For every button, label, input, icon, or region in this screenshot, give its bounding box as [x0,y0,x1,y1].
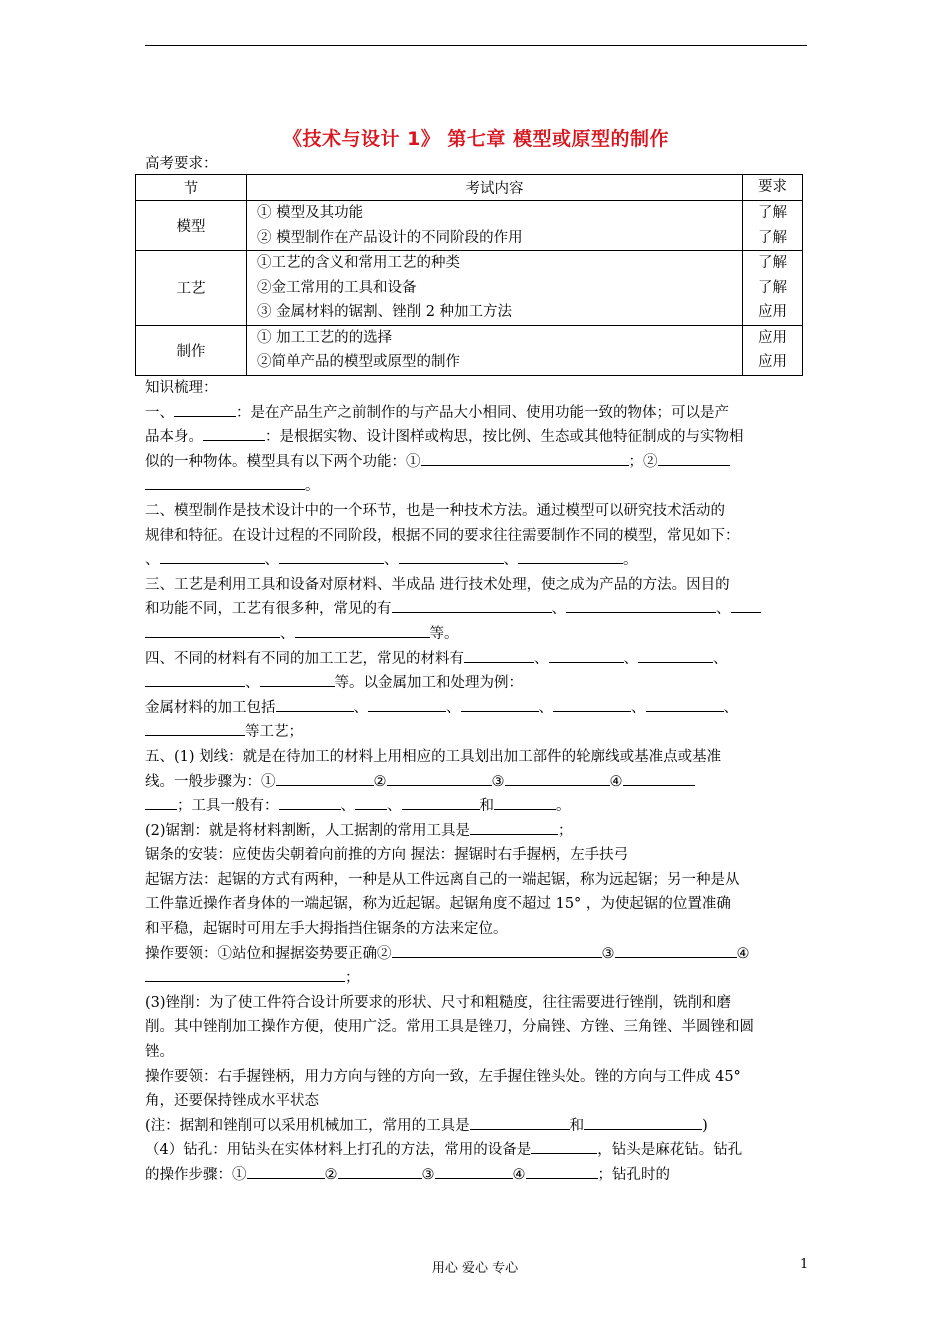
content-cell [247,325,743,375]
fill-blank[interactable] [145,794,177,810]
fill-blank[interactable] [160,548,265,564]
fill-blank[interactable] [279,794,341,810]
paragraph-saw: 起锯方法：起锯的方式有两种，一种是从工件远离自己的一端起锯，称为远起锯；另一种是从 [145,871,740,888]
paragraph-4: 四、不同的材料有不同的加工工艺，常见的材料有 、 、 、 [145,647,807,672]
fill-blank[interactable] [355,794,387,810]
level-item: 应用 [758,304,787,320]
fill-blank[interactable] [464,647,534,663]
fill-blank[interactable] [145,966,345,982]
paragraph-file: 削。其中锉削加工操作方便，使用广泛。常用工具是锉刀，分扁锉、方锉、三角锉、半圆锉和圆 [145,1019,754,1036]
paragraph-saw: (2)锯割：就是将材料割断，人工据割的常用工具是 ； [145,819,807,844]
fill-blank[interactable] [368,696,446,712]
table-row [136,251,803,326]
paragraph-drill: 的操作步骤：① ② ③ ④ ；钻孔时的 [145,1163,807,1188]
fill-blank[interactable] [566,597,716,613]
paragraph-2: 、 、 、 、 。 [145,548,807,573]
fill-blank[interactable] [549,647,624,663]
fill-blank[interactable] [145,671,245,687]
fill-blank[interactable] [470,819,558,835]
fill-blank[interactable] [276,696,354,712]
paragraph-3: 、 等。 [145,622,807,647]
fill-blank[interactable] [421,450,629,466]
content-cell [247,201,743,251]
fill-blank[interactable] [518,548,623,564]
level-cell [743,325,803,375]
paragraph-1: 。 [145,474,807,499]
table-row [136,325,803,375]
level-item: 了解 [758,229,787,246]
paragraph-saw: 操作要领：①站位和握据姿势要正确② ③ ④ [145,942,807,967]
fill-blank[interactable] [392,942,602,958]
paragraph-1: 品本身。 ：是根据实物、设计图样或构思，按比例、生态或其他特征制成的与实物相 [145,425,807,450]
page-title: 《技术与设计 1》 第七章 模型或原型的制作 [282,128,670,150]
content-item: ① 加工工艺的的选择 [257,329,393,346]
fill-blank[interactable] [295,622,430,638]
fill-blank[interactable] [399,548,504,564]
paragraph-file: (3)锉削：为了使工件符合设计所要求的形状、尺寸和粗糙度，往往需要进行锉削，铣削和磨 [145,994,732,1011]
table-header-cell: 节 [136,175,247,201]
paragraph-file: 锉。 [145,1044,174,1061]
fill-blank[interactable] [435,1163,513,1179]
level-cell [743,201,803,251]
section-cell: 工艺 [136,251,247,326]
content-item: ② 模型制作在产品设计的不同阶段的作用 [257,229,523,246]
header-rule [145,45,807,46]
table-header-cell: 要求 [743,175,803,201]
requirements-table [135,174,803,376]
section-cell: 制作 [136,325,247,375]
content-item: ②金工常用的工具和设备 [257,279,417,296]
paragraph-saw: 和平稳，起锯时可用左手大拇指挡住锯条的方法来定位。 [145,921,508,938]
level-item: 应用 [758,329,787,346]
content-item: ① 模型及其功能 [257,205,364,221]
fill-blank[interactable] [731,597,761,613]
fill-blank[interactable] [505,770,610,786]
paragraph-4: 等工艺； [145,720,807,745]
fill-blank[interactable] [461,696,539,712]
fill-blank[interactable] [584,1114,702,1130]
knowledge-body [145,376,807,1188]
paragraph-4: 金属材料的加工包括 、 、 、 、 、 [145,696,807,721]
fill-blank[interactable] [623,770,695,786]
content-item: ①工艺的含义和常用工艺的种类 [257,255,460,271]
fill-blank[interactable] [145,474,305,490]
fill-blank[interactable] [494,794,556,810]
paragraph-3: 和功能不同，工艺有很多种，常见的有 、 、 [145,597,807,622]
fill-blank[interactable] [203,425,265,441]
fill-blank[interactable] [638,647,713,663]
table-row [136,201,803,251]
paragraph-file: 角，还要保持锉成水平状态 [145,1093,319,1110]
fill-blank[interactable] [145,622,280,638]
paragraph-file: 操作要领：右手握锉柄，用力方向与锉的方向一致，左手握住锉头处。锉的方向与工件成 45° [145,1068,741,1085]
content-item: ②简单产品的模型或原型的制作 [257,354,460,370]
level-item: 了解 [758,255,787,271]
table-header-row [136,175,803,201]
fill-blank[interactable] [553,696,631,712]
paragraph-saw: 工件靠近操作者身体的一端起锯，称为近起锯。起锯角度不超过 15° ，为使起锯的位置准确 [145,896,731,913]
paragraph-2: 二、模型制作是技术设计中的一个环节，也是一种技术方法。通过模型可以研究技术活动的 [145,502,725,519]
fill-blank[interactable] [260,671,335,687]
paragraph-drill: （4）钻孔：用钻头在实体材料上打孔的方法，常用的设备是 ，钻头是麻花钻。钻孔 [145,1138,807,1163]
fill-blank[interactable] [174,401,236,417]
fill-blank[interactable] [615,942,737,958]
content-cell [247,251,743,326]
table-header-cell: 考试内容 [247,175,743,201]
level-item: 了解 [758,205,787,221]
fill-blank[interactable] [470,1114,570,1130]
fill-blank[interactable] [387,770,492,786]
paragraph-file: (注：据割和锉削可以采用机械加工，常用的工具是 和 ) [145,1114,807,1139]
fill-blank[interactable] [276,770,374,786]
page-number: 1 [800,1257,809,1272]
fill-blank[interactable] [145,720,245,736]
fill-blank[interactable] [658,450,730,466]
paragraph-1: 似的一种物体。模型具有以下两个功能：① ；② [145,450,807,475]
fill-blank[interactable] [531,1138,597,1154]
level-item: 应用 [758,354,787,370]
paragraph-2: 规律和特征。在设计过程的不同阶段，根据不同的要求往往需要制作不同的模型，常见如下： [145,527,740,544]
fill-blank[interactable] [402,794,480,810]
paragraph-5: ；工具一般有： 、 、 和 。 [145,794,807,819]
paragraph-5: 五、(1) 划线：就是在待加工的材料上用相应的工具划出加工部件的轮廓线或基准点或基准 [145,748,722,765]
paragraph-saw: 锯条的安装：应使齿尖朝着向前推的方向 握法：握锯时右手握柄，左手扶弓 [145,847,629,864]
section-cell: 模型 [136,201,247,251]
knowledge-label: 知识梳理： [145,380,218,396]
fill-blank[interactable] [392,597,552,613]
requirements-label: 高考要求： [145,156,218,172]
paragraph-1: 一、 ：是在产品生产之前制作的与产品大小相同、使用功能一致的物体；可以是产 [145,401,807,426]
footer-motto: 用心 爱心 专心 [431,1261,519,1276]
fill-blank[interactable] [338,1163,422,1179]
fill-blank[interactable] [526,1163,598,1179]
level-item: 了解 [758,279,787,296]
fill-blank[interactable] [646,696,724,712]
level-cell [743,251,803,326]
paragraph-4: 、 等。以金属加工和处理为例： [145,671,807,696]
fill-blank[interactable] [247,1163,325,1179]
content-item: ③ 金属材料的锯割、锉削 2 种加工方法 [257,304,513,320]
paragraph-5: 线。一般步骤为：① ② ③ ④ [145,770,807,795]
fill-blank[interactable] [279,548,384,564]
paragraph-saw: ； [145,966,807,991]
paragraph-3: 三、工艺是利用工具和设备对原材料、半成品 进行技术处理，使之成为产品的方法。因目的 [145,576,730,593]
